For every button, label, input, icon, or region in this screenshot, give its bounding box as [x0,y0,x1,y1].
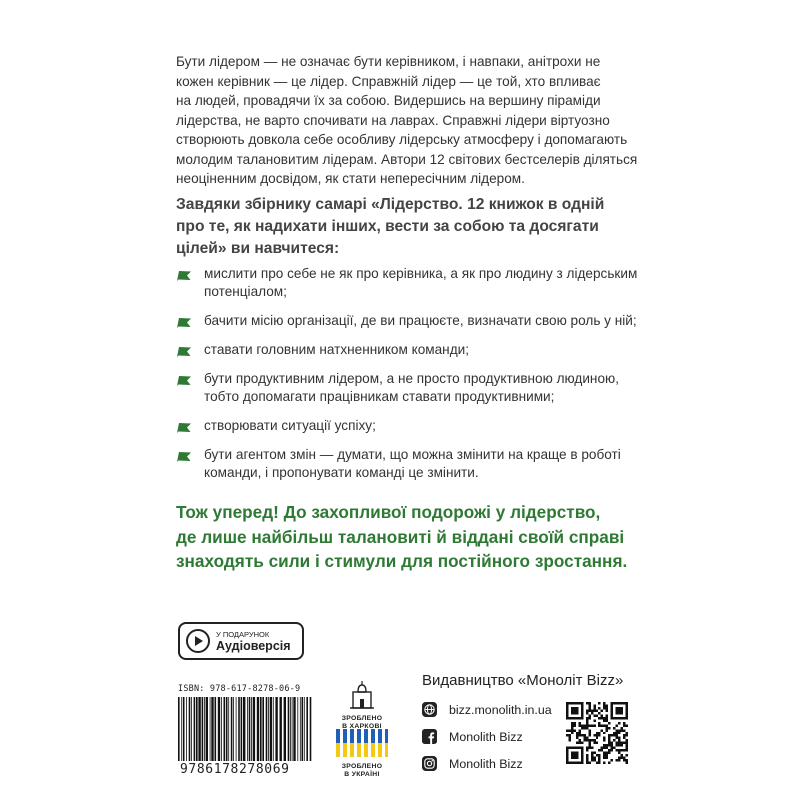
kharkiv-building-icon [347,680,377,710]
list-item [176,417,656,435]
play-icon [186,629,210,653]
intro-line: лідерства, не варто спочивати на лаврах. Справжні лідери віртуозно [176,112,610,128]
green-flag-icon [176,346,192,358]
intro-line: неоціненним досвідом, як стати непересічним лідером. [176,171,525,186]
list-item-text: потенціалом; [204,284,287,299]
made-in-kharkiv-label: ЗРОБЛЕНО [341,715,383,722]
list-item-text: бути продуктивним лідером, а не просто продуктивною людиною, [204,371,619,386]
lead-line: цілей» ви навчитеся: [176,240,340,257]
facebook-icon [422,729,437,744]
isbn-label: ISBN: 978-617-8278-06-9 [178,684,301,694]
lead-line: про те, як надихати інших, вести за собою та досягати [176,218,599,235]
list-item-text: команди, і пропонувати команді це змінити. [204,465,479,480]
audio-version-badge [178,622,304,660]
barcode-number: 9786178278069 [180,762,290,777]
contact-website[interactable] [422,701,552,718]
intro-line: Бути лідером — не означає бути керівником, і навпаки, анітрохи не [176,54,601,69]
cta-line: Тож уперед! До захопливої подорожі у лідерство, [176,502,601,522]
lead-line: Завдяки збірнику самарі «Лідерство. 12 книжок в одній [176,196,605,213]
made-in-kharkiv-label: В ХАРКОВІ [342,722,382,730]
list-item [176,341,656,359]
benefits-list [176,265,656,493]
green-flag-icon [176,317,192,329]
barcode [178,697,312,761]
intro-line: молодим талановитим лідерам. Автори 12 світових бестселерів діляться [176,151,638,167]
call-to-action [176,500,646,574]
list-item [176,265,656,301]
list-item-text: тобто допомагати працівникам ставати продуктивними; [204,389,555,404]
qr-code[interactable] [566,702,628,764]
contact-facebook-text: Monolith Bizz [449,729,523,744]
audio-gift-label: У ПОДАРУНОК [216,629,270,639]
instagram-icon [422,756,437,771]
intro-line: створюють довкола себе особливу лідерську атмосферу і допомагають [176,132,628,147]
cta-line: де лише найбільш талановиті й віддані своїй справі [176,526,625,547]
made-in-ukraine-label: В УКРАЇНІ [344,770,380,778]
intro-paragraph [176,52,656,189]
ukraine-flag-bars-icon [335,728,389,758]
list-item [176,370,656,406]
cta-line: знаходять сили і стимули для постійного зростання. [176,551,628,571]
list-item [176,312,656,330]
list-item [176,446,656,482]
contact-instagram-text: Monolith Bizz [449,756,523,771]
contact-facebook[interactable] [422,728,552,745]
green-flag-icon [176,451,192,463]
intro-line: кожен керівник — це лідер. Справжній лідер — це той, хто впливає [176,73,601,89]
green-flag-icon [176,422,192,434]
list-item-text: бачити місію організації, де ви працюєте, визначати свою роль у ній; [204,313,637,328]
publisher-name: Видавництво «Моноліт Bizz» [422,672,624,689]
green-flag-icon [176,375,192,387]
contact-instagram[interactable] [422,755,552,772]
list-item-text: створювати ситуації успіху; [204,418,376,433]
made-in-ukraine-label: ЗРОБЛЕНО [341,763,383,770]
globe-icon [422,702,437,717]
intro-line: на людей, провадячи їх за собою. Видершись на вершину піраміди [176,93,601,108]
green-flag-icon [176,270,192,282]
made-in-ukraine-mark [333,728,391,778]
list-item-text: ставати головним натхненником команди; [204,342,469,357]
publisher-contacts [422,701,552,782]
contact-website-text: bizz.monolith.in.ua [449,702,552,717]
audio-version-label: Аудіоверсія [216,638,291,653]
list-item-text: мислити про себе не як про керівника, а як про людину з лідерським [204,266,638,281]
made-in-kharkiv-mark [333,680,391,730]
list-item-text: бути агентом змін — думати, що можна змінити на краще в роботі [204,447,621,462]
lead-heading [176,194,656,260]
